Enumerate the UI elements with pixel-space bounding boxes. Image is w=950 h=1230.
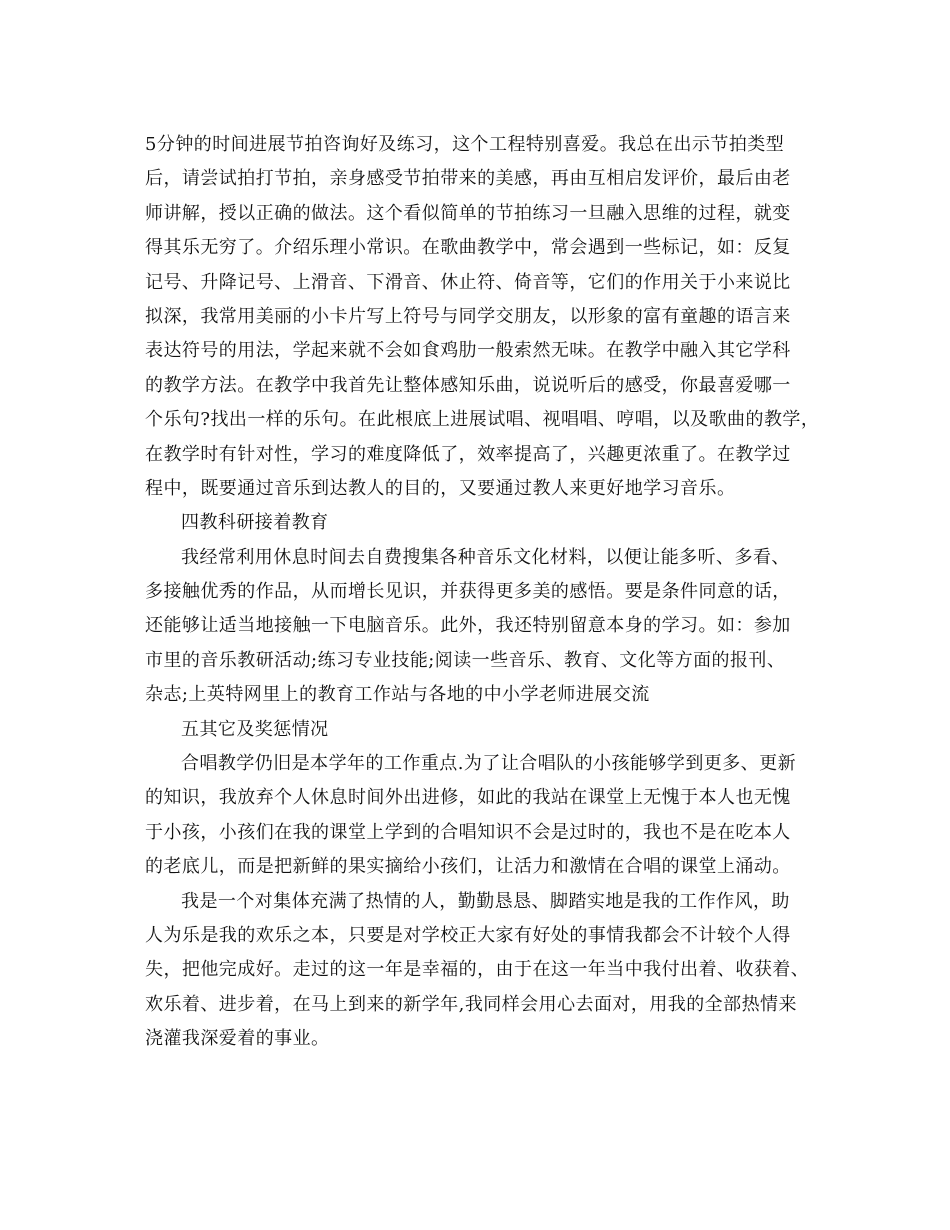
- text-line: 杂志;上英特网里上的教育工作站与各地的中小学老师进展交流: [145, 684, 650, 706]
- text-line: 师讲解，授以正确的做法。这个看似简单的节拍练习一旦融入思维的过程，就变: [145, 202, 791, 224]
- text-line: 五其它及奖惩情况: [181, 718, 329, 740]
- text-line: 我经常利用休息时间去自费搜集各种音乐文化材料，以便让能多听、多看、: [181, 546, 790, 568]
- text-line: 得其乐无穷了。介绍乐理小常识。在歌曲教学中，常会遇到一些标记，如：反复: [145, 237, 791, 259]
- text-line: 的教学方法。在教学中我首先让整体感知乐曲，说说听后的感受，你最喜爱哪一: [145, 374, 791, 396]
- text-line: 的老底儿，而是把新鲜的果实摘给小孩们，让活力和激情在合唱的课堂上涌动。: [145, 856, 791, 878]
- text-line: 合唱教学仍旧是本学年的工作重点.为了让合唱队的小孩能够学到更多、更新: [181, 753, 797, 775]
- text-line: 后，请尝试拍打节拍，亲身感受节拍带来的美感，再由互相启发评价，最后由老: [145, 168, 791, 190]
- text-line: 我是一个对集体充满了热情的人，勤勤恳恳、脚踏实地是我的工作作风，助: [181, 890, 790, 912]
- text-line: 失，把他完成好。走过的这一年是幸福的，由于在这一年当中我付出着、收获着、: [145, 959, 810, 981]
- text-line: 人为乐是我的欢乐之本，只要是对学校正大家有好处的事情我都会不计较个人得: [145, 924, 791, 946]
- text-line: 于小孩，小孩们在我的课堂上学到的合唱知识不会是过时的，我也不是在吃本人: [145, 821, 791, 843]
- text-line: 四教科研接着教育: [181, 512, 329, 534]
- document-body: [145, 128, 825, 1057]
- text-line: 表达符号的用法，学起来就不会如食鸡肋一般索然无味。在教学中融入其它学科: [145, 340, 791, 362]
- text-line: 多接触优秀的作品，从而增长见识，并获得更多美的感悟。要是条件同意的话，: [145, 581, 791, 603]
- text-line: 的知识，我放弃个人休息时间外出进修，如此的我站在课堂上无愧于本人也无愧: [145, 787, 791, 809]
- text-line: 5分钟的时间进展节拍咨询好及练习，这个工程特别喜爱。我总在出示节拍类型: [145, 134, 785, 155]
- text-line: 程中，既要通过音乐到达教人的目的，又要通过教人来更好地学习音乐。: [145, 477, 736, 499]
- text-line: 拟深，我常用美丽的小卡片写上符号与同学交朋友，以形象的富有童趣的语言来: [145, 305, 791, 327]
- text-line: 欢乐着、进步着，在马上到来的新学年,我同样会用心去面对，用我的全部热情来: [145, 993, 797, 1015]
- text-line: 记号、升降记号、上滑音、下滑音、休止符、倚音等，它们的作用关于小来说比: [145, 271, 791, 293]
- text-line: 个乐句?找出一样的乐句。在此根底上进展试唱、视唱唱、哼唱，以及歌曲的教学，: [145, 409, 820, 431]
- text-line: 浇灌我深爱着的事业。: [145, 1028, 330, 1050]
- text-line: 还能够让适当地接触一下电脑音乐。此外，我还特别留意本身的学习。如：参加: [145, 615, 791, 637]
- text-line: 市里的音乐教研活动;练习专业技能;阅读一些音乐、教育、文化等方面的报刊、: [145, 649, 786, 671]
- text-line: 在教学时有针对性，学习的难度降低了，效率提高了，兴趣更浓重了。在教学过: [145, 443, 791, 465]
